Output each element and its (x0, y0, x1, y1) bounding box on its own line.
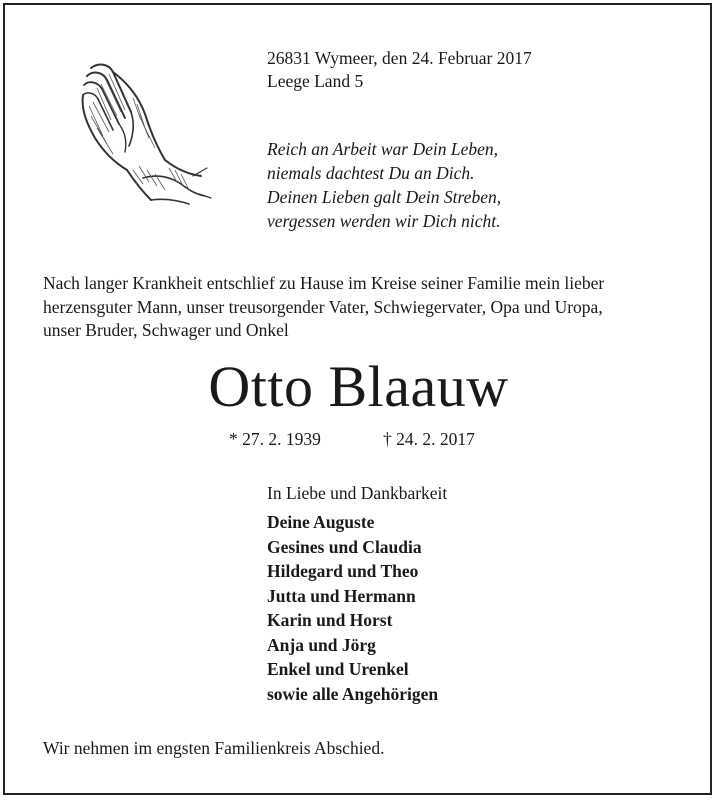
mourner: Gesines und Claudia (267, 536, 422, 557)
place-date-block (267, 47, 532, 93)
mourner: Jutta und Hermann (267, 585, 416, 606)
intro-line: Nach langer Krankheit entschlief zu Hause im Kreise seiner Familie mein lieber (43, 273, 605, 293)
poem (267, 137, 501, 233)
mourner: Hildegard und Theo (267, 561, 419, 581)
poem-line: niemals dachtest Du an Dich. (267, 163, 475, 183)
poem-line: Deinen Lieben galt Dein Streben, (267, 187, 502, 207)
deceased-name: Otto Blaauw (208, 354, 509, 419)
mourner: Karin und Horst (267, 610, 393, 630)
mourners-list (267, 510, 438, 706)
praying-hands-icon (73, 58, 213, 206)
birth-date: * 27. 2. 1939 (229, 429, 321, 449)
place-date: 26831 Wymeer, den 24. Februar 2017 (267, 48, 532, 68)
mourner: sowie alle Angehörigen (267, 683, 439, 704)
death-date: † 24. 2. 2017 (383, 429, 475, 449)
poem-line: Reich an Arbeit war Dein Leben, (267, 139, 499, 159)
closing-note: Wir nehmen im engsten Familienkreis Abschied. (43, 738, 385, 758)
mourner: Enkel und Urenkel (267, 659, 409, 679)
poem-line: vergessen werden wir Dich nicht. (267, 211, 501, 231)
intro-line: herzensguter Mann, unser treusorgender Vater, Schwiegervater, Opa und Uropa, (43, 296, 603, 317)
address: Leege Land 5 (267, 71, 364, 91)
mourner: Deine Auguste (267, 512, 375, 532)
intro-text (43, 272, 703, 343)
intro-line: unser Bruder, Schwager und Onkel (43, 320, 289, 340)
mourning-phrase: In Liebe und Dankbarkeit (267, 483, 448, 503)
mourner: Anja und Jörg (267, 634, 376, 655)
